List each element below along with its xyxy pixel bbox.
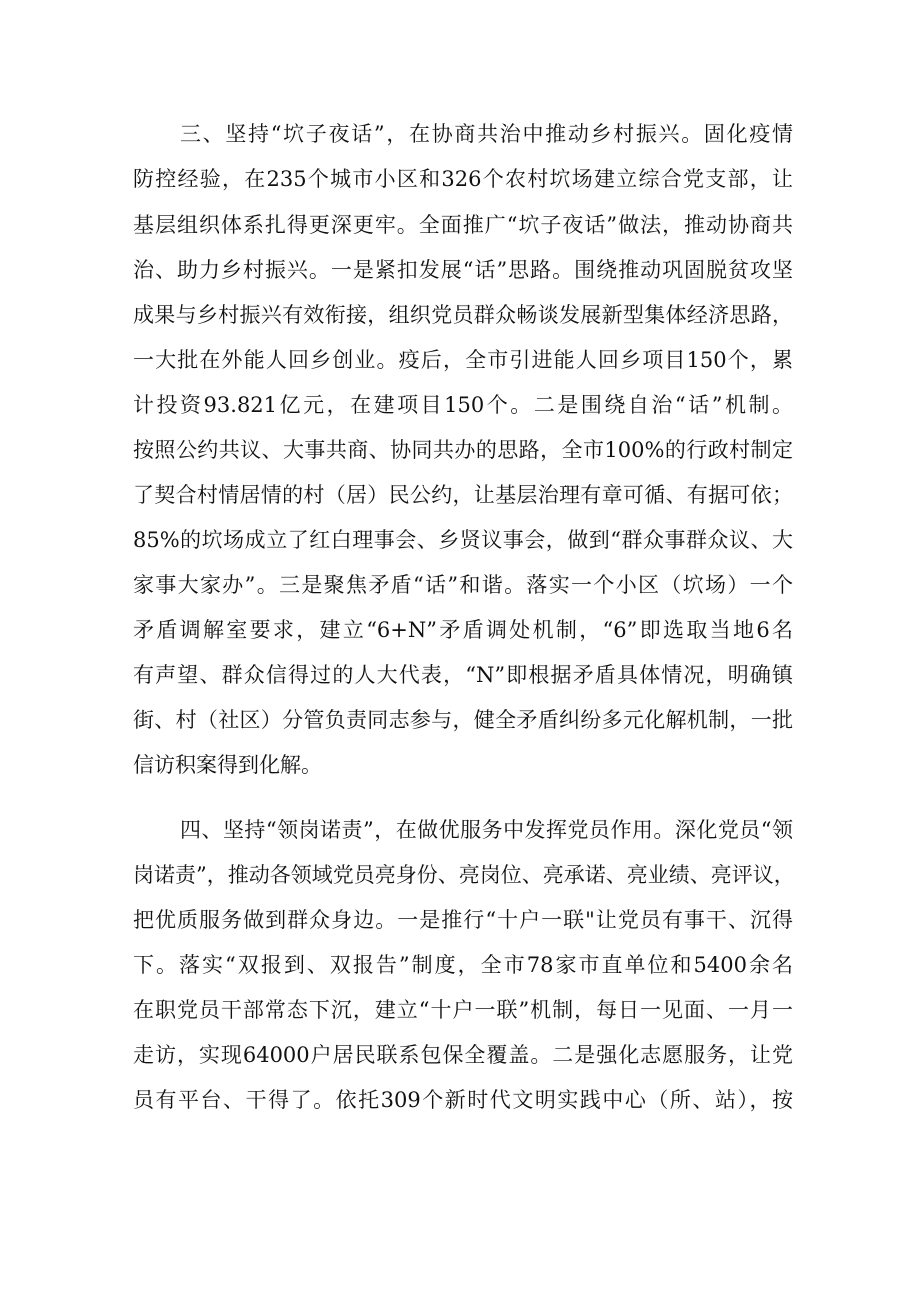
paragraph-line: 了契合村情居情的村（居）民公约，让基层治理有章可循、有据可依； xyxy=(133,483,793,507)
paragraph-line: 计投资93.821亿元，在建项目150个。二是围绕自治“话”机制。 xyxy=(133,393,793,417)
paragraph-line: 一大批在外能人回乡创业。疫后，全市引进能人回乡项目150个，累 xyxy=(133,348,793,372)
paragraph-line: 在职党员干部常态下沉，建立“十户一联”机制，每日一见面、一月一 xyxy=(133,998,793,1022)
paragraph-line: 防控经验，在235个城市小区和326个农村坹场建立综合党支部，让 xyxy=(133,167,793,191)
paragraph-line: 成果与乡村振兴有效衔接，组织党员群众畅谈发展新型集体经济思路， xyxy=(133,303,793,327)
paragraph-line: 家事大家办”。三是聚焦矛盾“话”和谐。落实一个小区（坹场）一个 xyxy=(133,573,793,597)
paragraph-line: 四、坚持“领岗诺责”，在做优服务中发挥党员作用。深化党员“领 xyxy=(180,818,793,842)
paragraph-line: 街、村（社区）分管负责同志参与，健全矛盾纠纷多元化解机制，一批 xyxy=(133,708,793,732)
paragraph-line: 治、助力乡村振兴。一是紧扣发展“话”思路。围绕推动巩固脱贫攻坚 xyxy=(133,258,793,282)
paragraph-line: 员有平台、干得了。依托309个新时代文明实践中心（所、站），按 xyxy=(133,1088,793,1112)
paragraph-line: 基层组织体系扎得更深更牢。全面推广“坹子夜话”做法，推动协商共 xyxy=(133,213,793,237)
paragraph-line: 有声望、群众信得过的人大代表，“N”即根据矛盾具体情况，明确镇 xyxy=(133,663,793,687)
paragraph-line: 矛盾调解室要求，建立“6+N”矛盾调处机制，“6”即选取当地6名 xyxy=(133,618,793,642)
paragraph-line: 下。落实“双报到、双报告”制度，全市78家市直单位和5400余名 xyxy=(133,953,793,977)
paragraph-line: 把优质服务做到群众身边。一是推行“十户一联"让党员有事干、沉得 xyxy=(133,908,793,932)
paragraph-line: 按照公约共议、大事共商、协同共办的思路，全市100%的行政村制定 xyxy=(133,438,793,462)
paragraph-line: 85%的坹场成立了红白理事会、乡贤议事会，做到“群众事群众议、大 xyxy=(133,528,793,552)
paragraph-line: 走访，实现64000户居民联系包保全覆盖。二是强化志愿服务，让党 xyxy=(133,1043,793,1067)
paragraph-line: 岗诺责”，推动各领域党员亮身份、亮岗位、亮承诺、亮业绩、亮评议， xyxy=(133,863,795,887)
paragraph-line: 三、坚持“坹子夜话”，在协商共治中推动乡村振兴。固化疫情 xyxy=(180,122,793,146)
paragraph-line: 信访积案得到化解。 xyxy=(133,753,322,777)
